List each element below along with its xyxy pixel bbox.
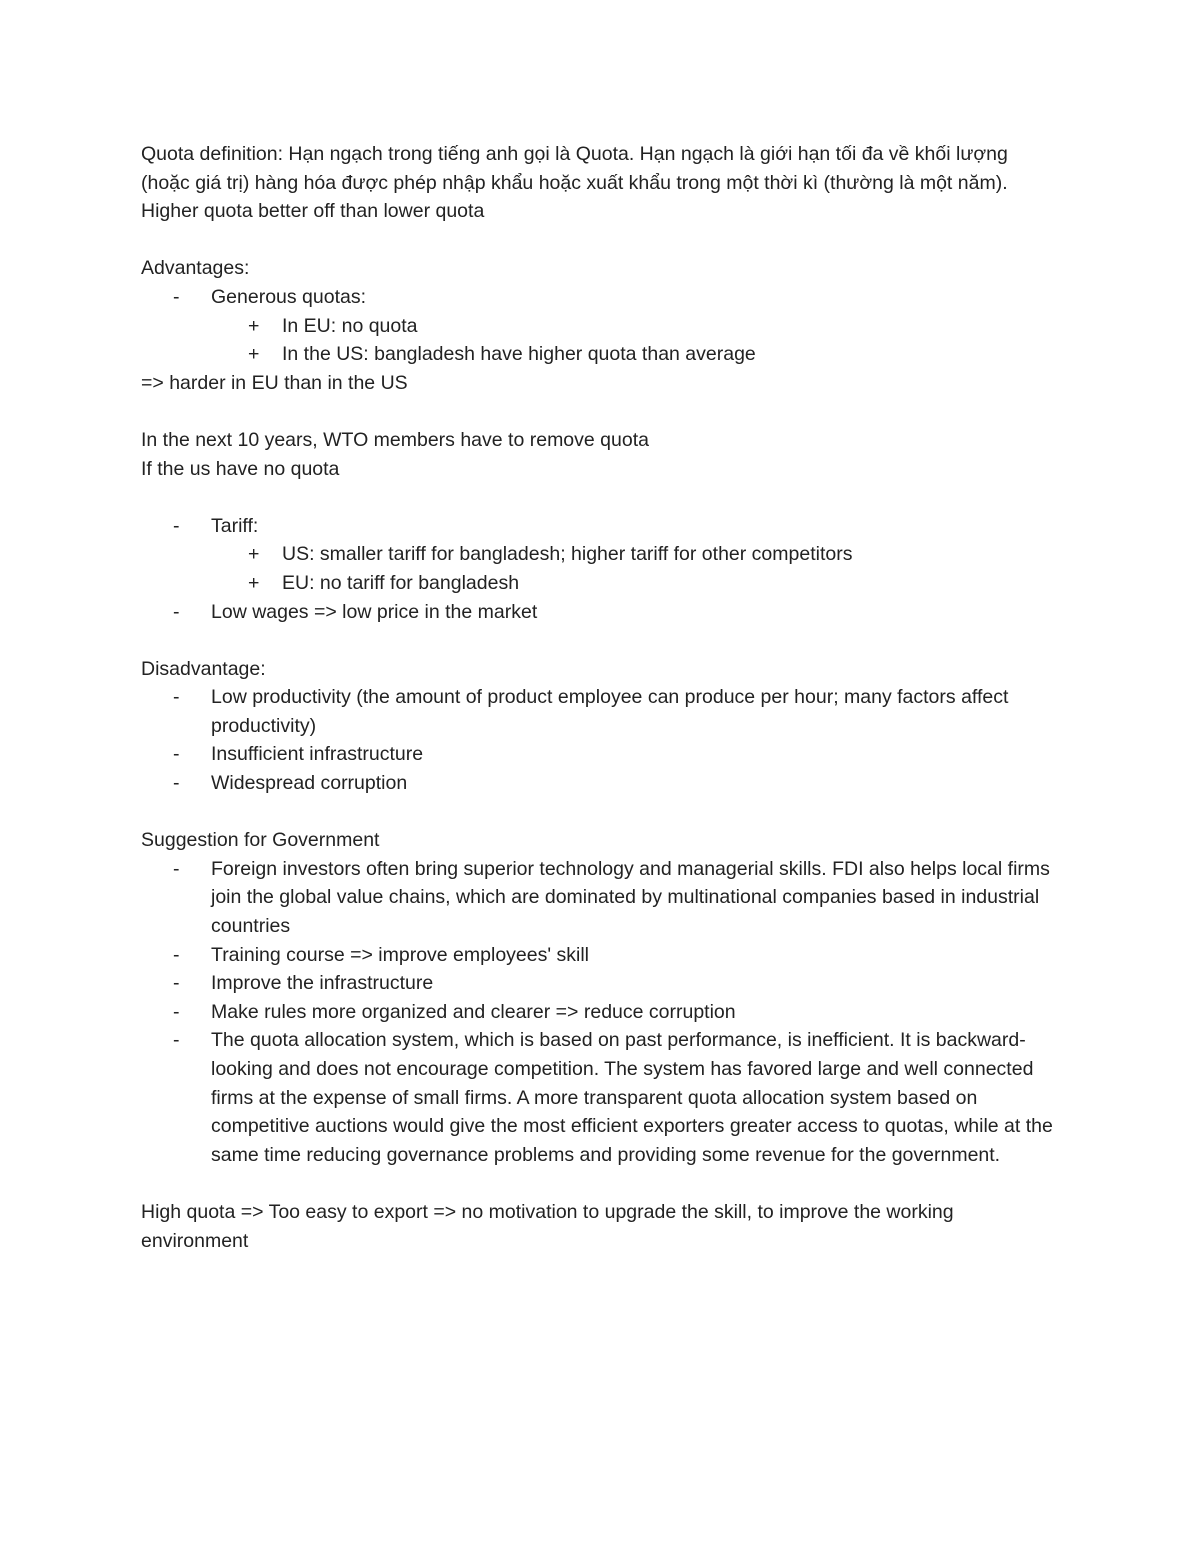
- list-item-text: Improve the infrastructure: [211, 972, 434, 995]
- dash-bullet: -: [173, 285, 180, 308]
- document-page: [141, 140, 1061, 1255]
- advantages-conclusion: => harder in EU than in the US: [141, 371, 408, 394]
- disadvantage-heading: Disadvantage:: [141, 657, 266, 680]
- quota-definition: Quota definition: Hạn ngạch trong tiếng anh gọi là Quota. Hạn ngạch là giới hạn tối đa về khối lượng (hoặc giá trị) hàng hóa được phép nhập khẩu hoặc xuất khẩu trong một thời kì (thường là một năm).: [141, 143, 1008, 194]
- quota-comparison: Higher quota better off than lower quota: [141, 200, 485, 223]
- list-item-training: [141, 941, 1061, 970]
- dash-bullet: -: [173, 772, 180, 795]
- dash-bullet: -: [173, 1029, 180, 1052]
- dash-bullet: -: [173, 857, 180, 880]
- plus-bullet: +: [248, 314, 260, 337]
- sub-item-us-tariff: [141, 540, 1061, 569]
- list-item-text: Insufficient infrastructure: [211, 743, 424, 766]
- spacer: [141, 1169, 1061, 1198]
- sub-item-us-quota: [141, 340, 1061, 369]
- sub-item-text: In the US: bangladesh have higher quota than average: [282, 343, 756, 366]
- dash-bullet: -: [173, 514, 180, 537]
- list-item-low-wages: [141, 598, 1061, 627]
- wto-line: In the next 10 years, WTO members have to remove quota: [141, 428, 649, 451]
- list-item-text: Foreign investors often bring superior technology and managerial skills. FDI also helps local firms join the global value chains, which are dominated by multinational companies based in industrial countries: [211, 857, 1050, 938]
- dash-bullet: -: [173, 686, 180, 709]
- list-item-text: Low productivity (the amount of product employee can produce per hour; many factors affect productivity): [211, 686, 1009, 737]
- closing-note: High quota => Too easy to export => no motivation to upgrade the skill, to improve the working environment: [141, 1200, 954, 1252]
- sub-item-eu-quota: [141, 312, 1061, 341]
- sub-item-eu-tariff: [141, 569, 1061, 598]
- list-item-text: Low wages => low price in the market: [211, 600, 538, 623]
- plus-bullet: +: [248, 543, 260, 566]
- list-item-tariff: [141, 512, 1061, 541]
- list-item-corruption: [141, 769, 1061, 798]
- spacer: [141, 397, 1061, 426]
- list-item-text: Make rules more organized and clearer => reduce corruption: [211, 1000, 736, 1023]
- list-item-text: Widespread corruption: [211, 772, 408, 795]
- sub-item-text: EU: no tariff for bangladesh: [282, 571, 520, 594]
- dash-bullet: -: [173, 972, 180, 995]
- plus-bullet: +: [248, 343, 260, 366]
- sub-item-text: US: smaller tariff for bangladesh; higher tariff for other competitors: [282, 543, 853, 566]
- list-item-infrastructure: [141, 740, 1061, 769]
- dash-bullet: -: [173, 1000, 180, 1023]
- list-item-text: Training course => improve employees' skill: [211, 943, 589, 966]
- list-item-text: Tariff:: [211, 514, 259, 537]
- no-quota-line: If the us have no quota: [141, 457, 340, 480]
- list-item-low-productivity: [141, 683, 1061, 740]
- suggestion-heading: Suggestion for Government: [141, 829, 380, 852]
- list-item-generous-quotas: [141, 283, 1061, 312]
- dash-bullet: -: [173, 943, 180, 966]
- dash-bullet: -: [173, 600, 180, 623]
- list-item-quota-allocation: [141, 1026, 1061, 1169]
- spacer: [141, 626, 1061, 655]
- list-item-text: The quota allocation system, which is based on past performance, is inefficient. It is backward-looking and does not encourage competition. The system has favored large and well connected firms at the expense of small firms. A more transparent quota allocation system based on competitive auctions would give the most efficient exporters greater access to quotas, while at the same time reducing governance problems and providing some revenue for the government.: [211, 1029, 1053, 1166]
- list-item-text: Generous quotas:: [211, 285, 367, 308]
- spacer: [141, 798, 1061, 827]
- dash-bullet: -: [173, 743, 180, 766]
- spacer: [141, 226, 1061, 255]
- spacer: [141, 483, 1061, 512]
- list-item-improve-infrastructure: [141, 969, 1061, 998]
- sub-item-text: In EU: no quota: [282, 314, 418, 337]
- list-item-rules: [141, 998, 1061, 1027]
- list-item-fdi: [141, 855, 1061, 941]
- advantages-heading: Advantages:: [141, 257, 250, 280]
- plus-bullet: +: [248, 571, 260, 594]
